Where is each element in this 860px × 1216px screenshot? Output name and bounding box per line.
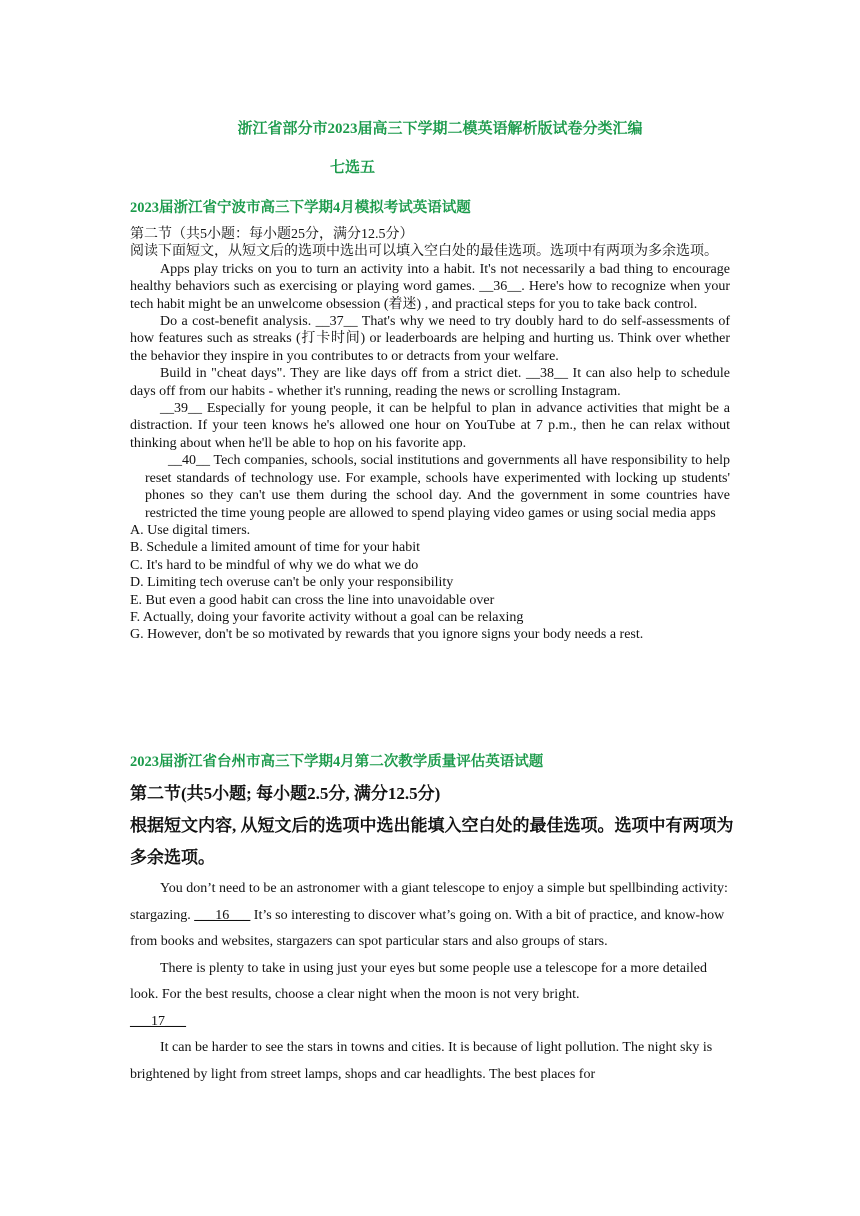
section1-body — [130, 226, 730, 644]
paragraph-16-end: It’s so interesting to discover what’s going on. With a bit of practice, and know-how from books and websites, stargazers can spot particular stars and also groups of stars. — [130, 907, 725, 949]
paragraph-40: __40__ Tech companies, schools, social institutions and governments all have responsibility to help reset standards of technology use. For example, schools have experimented with locking up students' phones so they can't use them during the school day. And the government in some countries have restricted the time young people are allowed to spend playing video games or using social media apps — [145, 453, 730, 521]
paragraph-17: There is plenty to take in using just your eyes but some people use a telescope for a more detailed look. For the best results, choose a clear night when the moon is not very bright. — [130, 960, 708, 1002]
option-g: G. However, don't be so motivated by rewards that you ignore signs your body needs a rest. — [130, 627, 644, 643]
section2-heading — [130, 778, 740, 874]
section2-body — [130, 876, 735, 1088]
option-f: F. Actually, doing your favorite activity without a goal can be relaxing — [130, 609, 524, 625]
paragraph-36: Apps play tricks on you to turn an activity into a habit. It's not necessarily a bad thing to encourage healthy behaviors such as exercising or playing word games. __36__. Here's how to recognize when your tech habit might be an unwelcome obsession (着迷) , and practical steps for you to take back control. — [130, 261, 730, 312]
paragraph-16 — [130, 876, 735, 956]
document-subtitle: 七选五 — [330, 160, 376, 176]
blank-17: ___17___ — [130, 1013, 186, 1029]
option-d: D. Limiting tech overuse can't be only your responsibility — [130, 575, 454, 591]
paragraph-16-start: You don’t need to be an astronomer with a giant telescope to enjoy a simple but spellbinding activity: stargazing. — [130, 881, 728, 923]
section2-title: 2023届浙江省台州市高三下学期4月第二次教学质量评估英语试题 — [130, 754, 544, 770]
blank-16: ___16___ — [194, 907, 251, 923]
section1-part: 第二节（共5小题：每小题25分，满分12.5分） — [130, 227, 414, 242]
section2-part: 第二节(共5小题; 每小题2.5分, 满分12.5分) — [130, 784, 441, 803]
option-c: C. It's hard to be mindful of why we do what we do — [130, 557, 419, 573]
section2-instruction: 根据短文内容, 从短文后的选项中选出能填入空白处的最佳选项。选项中有两项为多余选项。 — [130, 816, 734, 867]
option-a: A. Use digital timers. — [130, 522, 251, 538]
section1-instruction: 阅读下面短文，从短文后的选项中选出可以填入空白处的最佳选项。选项中有两项为多余选项。 — [130, 244, 718, 260]
section1-title: 2023届浙江省宁波市高三下学期4月模拟考试英语试题 — [130, 200, 471, 216]
paragraph-18: It can be harder to see the stars in towns and cities. It is because of light pollution. The night sky is brightened by light from street lamps, shops and car headlights. The best places for — [130, 1040, 713, 1082]
paragraph-37: Do a cost-benefit analysis. __37__ That's why we need to try doubly hard to do self-assessments of how features such as streaks (打卡时间) or leaderboards are helping and hurting us. Think over whether the behavior they inspire in you contributes to or detracts from your welfare. — [130, 314, 730, 364]
paragraph-38: Build in "cheat days". They are like days off from a strict diet. __38__ It can also help to schedule days off from our habits - whether it's running, reading the news or scrolling Instagram. — [130, 366, 730, 399]
option-e: E. But even a good habit can cross the line into unavoidable over — [130, 592, 495, 608]
option-b: B. Schedule a limited amount of time for your habit — [130, 540, 421, 556]
paragraph-39: __39__ Especially for young people, it can be helpful to plan in advance activities that might be a distraction. If your teen knows he's allowed one hour on YouTube at 7 p.m., then he can relax without thinking about when he'll be able to hop on his favorite app. — [130, 401, 730, 451]
document-title: 浙江省部分市2023届高三下学期二模英语解析版试卷分类汇编 — [237, 121, 643, 137]
